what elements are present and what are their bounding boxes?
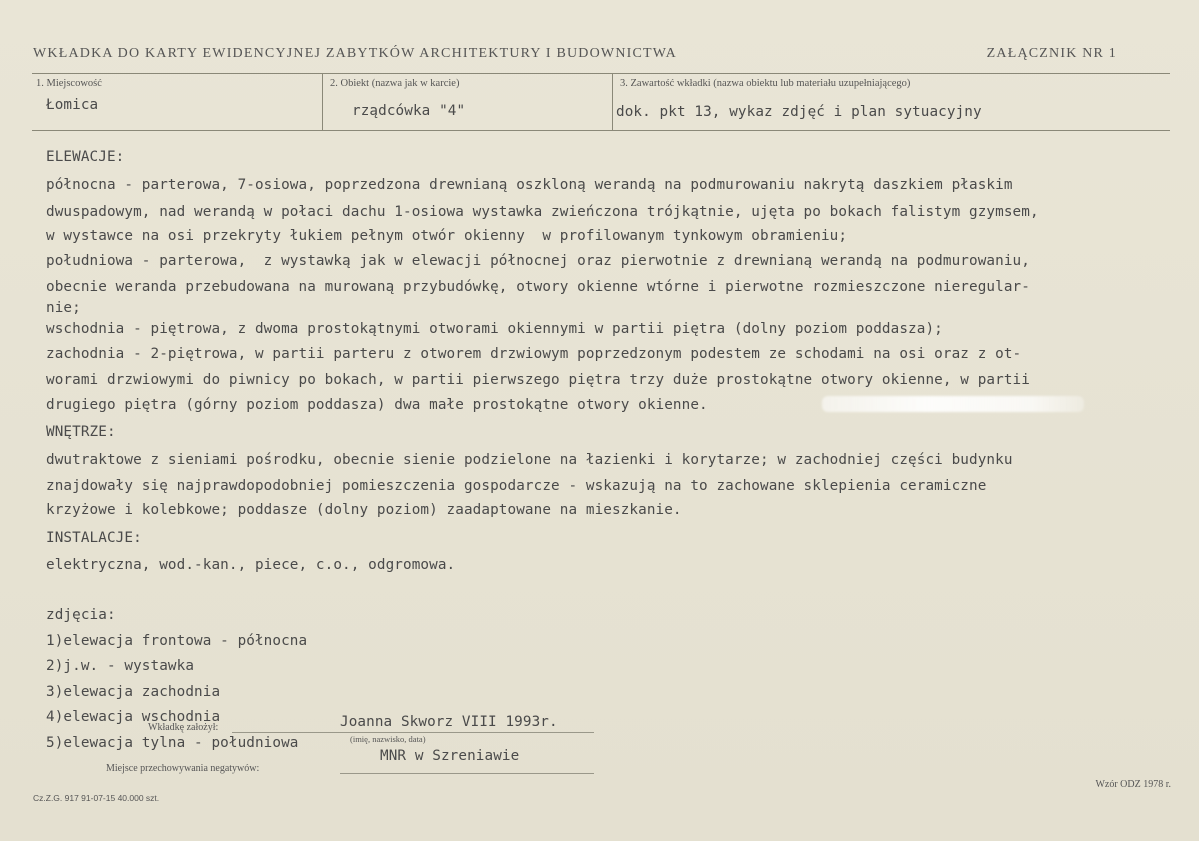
attachment-number: ZAŁĄCZNIK NR 1 — [986, 46, 1117, 61]
elewacje-line: wschodnia - piętrowa, z dwoma prostokątnymi otworami okiennymi w partii piętra (dolny poziom poddasza); — [46, 321, 943, 337]
photo-list-item: 1)elewacja frontowa - północna — [46, 633, 308, 649]
field-box-top-border — [32, 73, 1170, 74]
field-box-bottom-border — [32, 130, 1170, 131]
elewacje-line: w wystawce na osi przekryty łukiem pełnym otwór okienny w profilowanym tynkowym obramieniu; — [46, 228, 848, 244]
form-id: Wzór ODZ 1978 r. — [1095, 779, 1171, 790]
instalacje-line: elektryczna, wod.-kan., piece, c.o., odgromowa. — [46, 557, 456, 573]
print-info: Cz.Z.G. 917 91-07-15 40.000 szt. — [33, 793, 160, 803]
negatives-location-value: MNR w Szreniawie — [380, 748, 520, 764]
signature-line — [232, 732, 594, 733]
elewacje-heading: ELEWACJE: — [46, 149, 125, 165]
photo-list-item: 4)elewacja wschodnia — [46, 709, 221, 725]
elewacje-line: dwuspadowym, nad werandą w połaci dachu 1-osiowa wystawka zwieńczona trójkątnie, ujęta po bokach falistym gzymsem, — [46, 204, 1039, 220]
field-3-value: dok. pkt 13, wykaz zdjęć i plan sytuacyjny — [616, 104, 982, 120]
field-divider-1 — [322, 73, 323, 131]
photo-list-item: 3)elewacja zachodnia — [46, 684, 221, 700]
field-3-label: 3. Zawartość wkładki (nazwa obiektu lub materiału uzupełniającego) — [620, 78, 911, 89]
field-1-value: Łomica — [46, 97, 99, 113]
zdjecia-heading: zdjęcia: — [46, 607, 116, 623]
field-2-label: 2. Obiekt (nazwa jak w karcie) — [330, 78, 460, 89]
photo-list-item: 5)elewacja tylna - południowa — [46, 735, 299, 751]
elewacje-line: worami drzwiowymi do piwnicy po bokach, w partii pierwszego piętra trzy duże prostokątne otwory okienne, w partii — [46, 372, 1030, 388]
elewacje-line: południowa - parterowa, z wystawką jak w elewacji północnej oraz pierwotnie z drewnianą werandą na podmurowaniu, — [46, 253, 1030, 269]
wnetrze-line: znajdowały się najprawdopodobniej pomieszczenia gospodarcze - wskazują na to zachowane sklepienia ceramiczne — [46, 478, 987, 494]
field-2-value: rządcówka "4" — [352, 103, 466, 119]
photo-list-item: 2)j.w. - wystawka — [46, 658, 195, 674]
instalacje-heading: INSTALACJE: — [46, 530, 142, 546]
elewacje-line: zachodnia - 2-piętrowa, w partii parteru z otworem drzwiowym poprzedzonym podestem ze schodami na osi oraz z ot- — [46, 346, 1022, 362]
elewacje-line: północna - parterowa, 7-osiowa, poprzedzona drewnianą oszkloną werandą na podmurowaniu nakrytą daszkiem płaskim — [46, 177, 1013, 193]
signature-value: Joanna Skworz VIII 1993r. — [340, 714, 558, 730]
elewacje-line: drugiego piętra (górny poziom poddasza) dwa małe prostokątne otwory okienne. — [46, 397, 708, 413]
wnetrze-line: krzyżowe i kolebkowe; poddasze (dolny poziom) zaadaptowane na mieszkanie. — [46, 502, 682, 518]
negatives-location-line — [340, 773, 594, 774]
card-title: WKŁADKA DO KARTY EWIDENCYJNEJ ZABYTKÓW ARCHITEKTURY I BUDOWNICTWA — [33, 46, 677, 61]
signature-sublabel: (imię, nazwisko, data) — [350, 734, 426, 744]
elewacje-line: obecnie weranda przebudowana na murowaną przybudówkę, otwory okienne wtórne i pierwotne rozmieszczone nieregular- — [46, 279, 1030, 295]
elewacje-line: nie; — [46, 300, 81, 316]
field-divider-2 — [612, 73, 613, 131]
signature-label: Wkładkę założył: — [148, 722, 219, 733]
redaction-smudge — [822, 396, 1084, 412]
field-1-label: 1. Miejscowość — [36, 78, 102, 89]
negatives-location-label: Miejsce przechowywania negatywów: — [106, 763, 260, 774]
wnetrze-line: dwutraktowe z sieniami pośrodku, obecnie sienie podzielone na łazienki i korytarze; w zachodniej części budynku — [46, 452, 1013, 468]
wnetrze-heading: WNĘTRZE: — [46, 424, 116, 440]
